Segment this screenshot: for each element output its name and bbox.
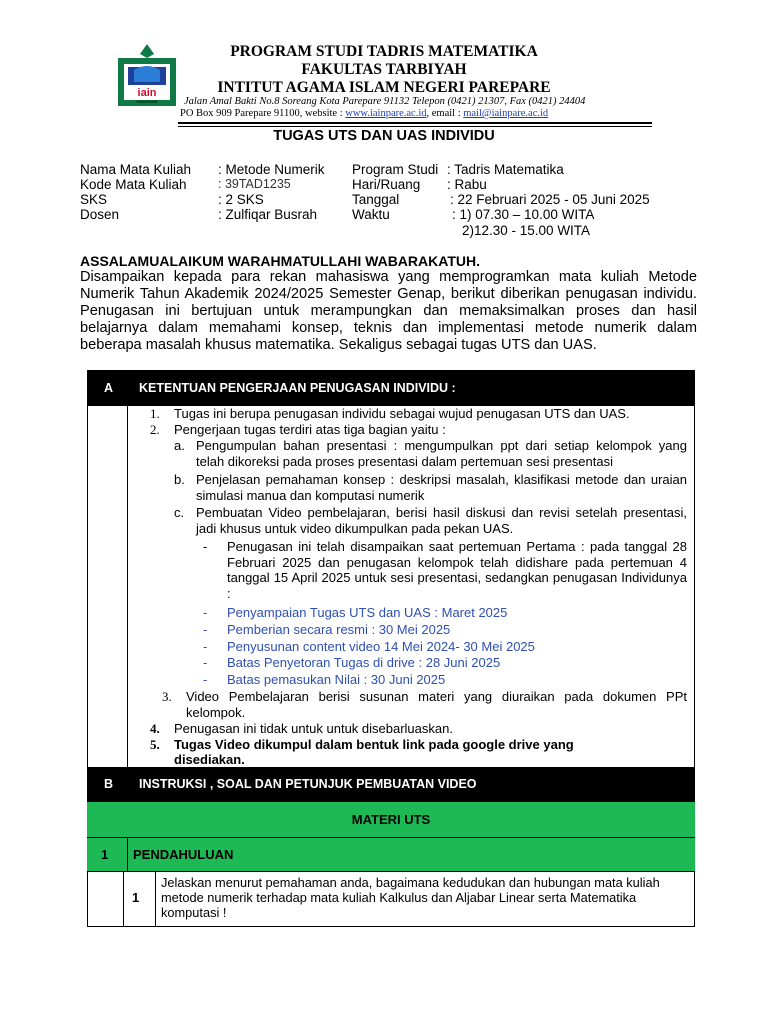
greeting: ASSALAMUALAIKUM WARAHMATULLAHI WABARAKATUH. xyxy=(80,253,480,269)
item-3-number: 3. xyxy=(162,689,172,704)
section-b-letter: B xyxy=(104,777,114,791)
university-logo xyxy=(116,44,178,106)
document-title: TUGAS UTS DAN UAS INDIVIDU xyxy=(273,128,495,144)
item-4-number: 4. xyxy=(150,721,160,736)
info-value-course: : Metode Numerik xyxy=(218,162,325,177)
schedule-item: Penyusunan content video 14 Mei 2024- 30 Mei 2025 xyxy=(227,639,535,654)
table-border-right xyxy=(694,406,695,767)
item-2c-text: Pembuatan Video pembelajaran, berisi hasil diskusi dan revisi setelah presentasi, jadi khusus untuk video dikumpulkan pada pekan UAS. xyxy=(196,505,687,536)
item-2a-text: Pengumpulan bahan presentasi : mengumpulkan ppt dari setiap kelompok yang telah dikoreksi pada proses presentasi dalam pertemuan sesi presentasi xyxy=(196,438,687,469)
q-border-left xyxy=(87,871,88,926)
email-label: , email : xyxy=(426,108,464,119)
question-1-number: 1 xyxy=(132,890,140,905)
intro-paragraph: Disampaikan kepada para rekan mahasiswa yang memprogramkan mata kuliah Metode Numerik Tahun Akademik 2024/2025 Semester Genap, berikut diberikan penugasan individu. Penugasan ini bertujuan untuk merampungkan dan memaksimalkan proses dan hasil belajarnya dalam memahami konsep, teknis dan implementasi metode numerik dalam beberapa masalah khusus matematika. Sekaligus sebagai tugas UTS dan UAS. xyxy=(80,269,697,353)
section-a-title: KETENTUAN PENGERJAAN PENUGASAN INDIVIDU : xyxy=(139,381,456,395)
blue-dash: - xyxy=(203,655,208,670)
address-line: Jalan Amal Bakti No.8 Soreang Kota Parepare 91132 Telepon (0421) 21307, Fax (0421) 24404 xyxy=(184,96,586,107)
header-rule-thin xyxy=(178,126,652,127)
blue-dash: - xyxy=(203,605,208,620)
item-5-number: 5. xyxy=(150,737,160,752)
info-label-lecturer: Dosen xyxy=(80,207,120,222)
contact-line xyxy=(180,108,548,120)
item-2b-marker: b. xyxy=(174,472,185,487)
schedule-item: Batas Penyetoran Tugas di drive : 28 Juni 2025 xyxy=(227,655,501,670)
table-border-col xyxy=(127,406,128,767)
info-label-time: Waktu xyxy=(352,207,390,222)
info-label-sks: SKS xyxy=(80,192,108,207)
info-label-code: Kode Mata Kuliah xyxy=(80,177,187,192)
schedule-item: Pemberian secara resmi : 30 Mei 2025 xyxy=(227,622,451,637)
item-2c-detail: Penugasan ini telah disampaikan saat pertemuan Pertama : pada tanggal 28 Februari 2025 dan penugasan kelompok telah didishare pada pertemuan 4 tanggal 15 April 2025 untuk sesi presentasi, sedangkan penugasan Individunya : xyxy=(227,539,687,601)
info-label-date: Tanggal xyxy=(352,192,400,207)
q-border-bottom xyxy=(87,926,695,927)
row-divider xyxy=(87,871,695,872)
email-link[interactable]: mail@iainpare.ac.id xyxy=(463,108,549,119)
info-value-code: : 39TAD1235 xyxy=(218,177,291,191)
item-3-text: Video Pembelajaran berisi susunan materi yang diuraikan pada dokumen PPt kelompok. xyxy=(186,689,687,720)
dash-marker: - xyxy=(203,539,208,554)
info-value-time-2: 2)12.30 - 15.00 WITA xyxy=(462,223,591,238)
pendahuluan-title: PENDAHULUAN xyxy=(133,847,234,862)
info-value-program: : Tadris Matematika xyxy=(447,162,564,177)
item-4-text: Penugasan ini tidak untuk untuk disebarluaskan. xyxy=(174,721,453,736)
item-1-number: 1. xyxy=(150,406,160,421)
info-value-time: : 1) 07.30 – 10.00 WITA xyxy=(452,207,595,222)
info-label-course: Nama Mata Kuliah xyxy=(80,162,192,177)
item-2a-marker: a. xyxy=(174,438,185,453)
info-value-sks: : 2 SKS xyxy=(218,192,264,207)
info-label-program: Program Studi xyxy=(352,162,439,177)
svg-text:PAREPARE: PAREPARE xyxy=(136,99,158,104)
item-2b-text: Penjelasan pemahaman konsep : deskripsi masalah, klasifikasi metode dan uraian simulasi manua dan komputasi numerik xyxy=(196,472,687,503)
pendahuluan-number: 1 xyxy=(101,847,109,862)
program-heading: PROGRAM STUDI TADRIS MATEMATIKA xyxy=(230,43,538,60)
pendahuluan-col-divider xyxy=(127,838,128,871)
institute-heading: INTITUT AGAMA ISLAM NEGERI PAREPARE xyxy=(217,79,551,96)
item-2-text: Pengerjaan tugas terdiri atas tiga bagian yaitu : xyxy=(174,422,446,437)
info-value-date: : 22 Februari 2025 - 05 Juni 2025 xyxy=(450,192,650,207)
section-b-title: INSTRUKSI , SOAL DAN PETUNJUK PEMBUATAN VIDEO xyxy=(139,777,477,791)
table-border-left xyxy=(87,406,88,767)
materi-uts-label: MATERI UTS xyxy=(351,812,431,827)
blue-dash: - xyxy=(203,639,208,654)
info-value-lecturer: : Zulfiqar Busrah xyxy=(218,207,318,222)
svg-text:iain: iain xyxy=(137,87,157,99)
faculty-heading: FAKULTAS TARBIYAH xyxy=(301,61,467,78)
item-5-text: Tugas Video dikumpul dalam bentuk link pada google drive yang disediakan. xyxy=(174,737,574,767)
blue-dash: - xyxy=(203,672,208,687)
website-link[interactable]: www.iainpare.ac.id xyxy=(345,108,427,119)
po-box: PO Box 909 Parepare 91100, website : xyxy=(180,108,346,119)
schedule-item: Batas pemasukan Nilai : 30 Juni 2025 xyxy=(227,672,446,687)
blue-dash: - xyxy=(203,622,208,637)
header-rule xyxy=(178,122,652,124)
q-border-col1 xyxy=(123,871,124,926)
item-2-number: 2. xyxy=(150,422,160,437)
info-value-day: : Rabu xyxy=(447,177,487,192)
schedule-item: Penyampaian Tugas UTS dan UAS : Maret 2025 xyxy=(227,605,508,620)
item-1-text: Tugas ini berupa penugasan individu sebagai wujud penugasan UTS dan UAS. xyxy=(174,406,630,421)
question-1-text: Jelaskan menurut pemahaman anda, bagaimana kedudukan dan hubungan mata kuliah metode numerik terhadap mata kuliah Kalkulus dan Aljabar Linear serta Matematika komputasi ! xyxy=(161,875,660,920)
item-2c-marker: c. xyxy=(174,505,185,520)
info-label-day: Hari/Ruang xyxy=(352,177,421,192)
section-a-letter: A xyxy=(104,381,114,395)
q-border-col2 xyxy=(155,871,156,926)
q-border-right xyxy=(694,871,695,926)
